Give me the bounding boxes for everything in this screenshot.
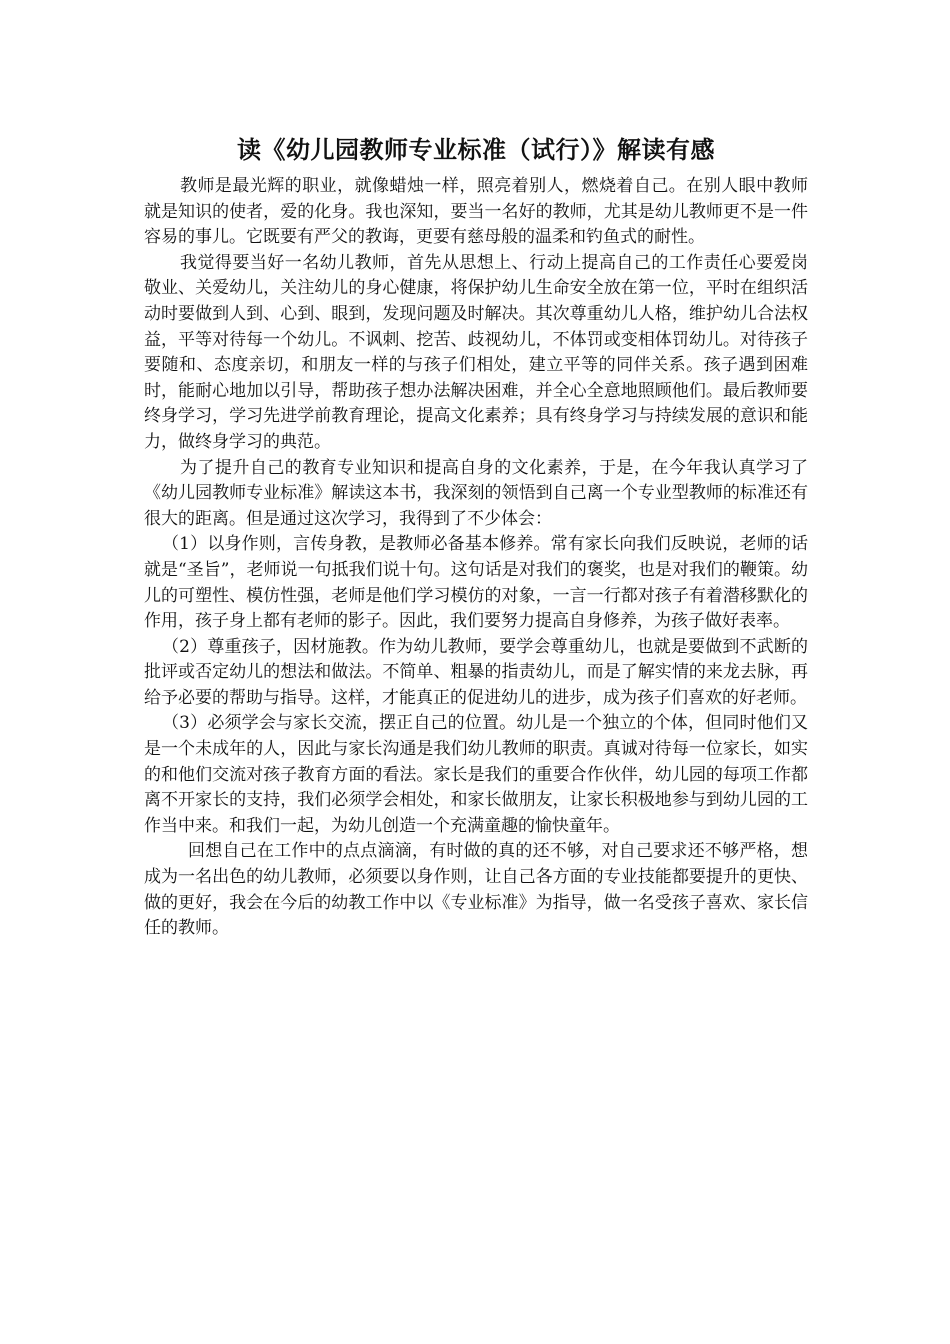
document-body: [144, 134, 808, 942]
paragraph-intro: 教师是最光辉的职业，就像蜡烛一样，照亮着别人，燃烧着自己。在别人眼中教师就是知识的使者，爱的化身。我也深知，要当一名好的教师，尤其是幼儿教师更不是一件容易的事儿。它既要有严父的教诲，更要有慈母般的温柔和钓鱼式的耐性。: [144, 176, 808, 248]
document-title: 读《幼儿园教师专业标准（试行）》解读有感: [237, 135, 715, 164]
paragraph-study: 为了提升自己的教育专业知识和提高自身的文化素养，于是，在今年我认真学习了《幼儿园教师专业标准》解读这本书，我深刻的领悟到自己离一个专业型教师的标准还有很大的距离。但是通过这次学习，我得到了不少体会：: [144, 457, 808, 529]
paragraph-conclusion: 回想自己在工作中的点点滴滴，有时做的真的还不够，对自己要求还不够严格，想成为一名出色的幼儿教师，必须要以身作则，让自己各方面的专业技能都要提升的更快、做的更好，我会在今后的幼教工作中以《专业标准》为指导，做一名受孩子喜欢、家长信任的教师。: [144, 841, 808, 939]
paragraph-point-1: （1）以身作则，言传身教，是教师必备基本修养。常有家长向我们反映说，老师的话就是“圣旨”，老师说一句抵我们说十句。这句话是对我们的褒奖，也是对我们的鞭策。幼儿的可塑性、模仿性强，老师是他们学习模仿的对象，一言一行都对孩子有着潜移默化的作用，孩子身上都有老师的影子。因此，我们要努力提高自身修养，为孩子做好表率。: [144, 534, 808, 632]
paragraph-responsibility: 我觉得要当好一名幼儿教师，首先从思想上、行动上提高自己的工作责任心要爱岗敬业、关爱幼儿，关注幼儿的身心健康，将保护幼儿生命安全放在第一位，平时在组织活动时要做到人到、心到、眼到，发现问题及时解决。其次尊重幼儿人格，维护幼儿合法权益，平等对待每一个幼儿。不讽刺、挖苦、歧视幼儿，不体罚或变相体罚幼儿。对待孩子要随和、态度亲切，和朋友一样的与孩子们相处，建立平等的同伴关系。孩子遇到困难时，能耐心地加以引导，帮助孩子想办法解决困难，并全心全意地照顾他们。最后教师要终身学习，学习先进学前教育理论，提高文化素养；具有终身学习与持续发展的意识和能力，做终身学习的典范。: [144, 252, 808, 452]
paragraph-point-2: （2）尊重孩子，因材施教。作为幼儿教师，要学会尊重幼儿，也就是要做到不武断的批评或否定幼儿的想法和做法。不简单、粗暴的指责幼儿，而是了解实情的来龙去脉，再给予必要的帮助与指导。这样，才能真正的促进幼儿的进步，成为孩子们喜欢的好老师。: [144, 636, 808, 708]
paragraph-point-3: （3）必须学会与家长交流，摆正自己的位置。幼儿是一个独立的个体，但同时他们又是一个未成年的人，因此与家长沟通是我们幼儿教师的职责。真诚对待每一位家长，如实的和他们交流对孩子教育方面的看法。家长是我们的重要合作伙伴，幼儿园的每项工作都离不开家长的支持，我们必须学会相处，和家长做朋友，让家长积极地参与到幼儿园的工作当中来。和我们一起，为幼儿创造一个充满童趣的愉快童年。: [144, 713, 808, 836]
